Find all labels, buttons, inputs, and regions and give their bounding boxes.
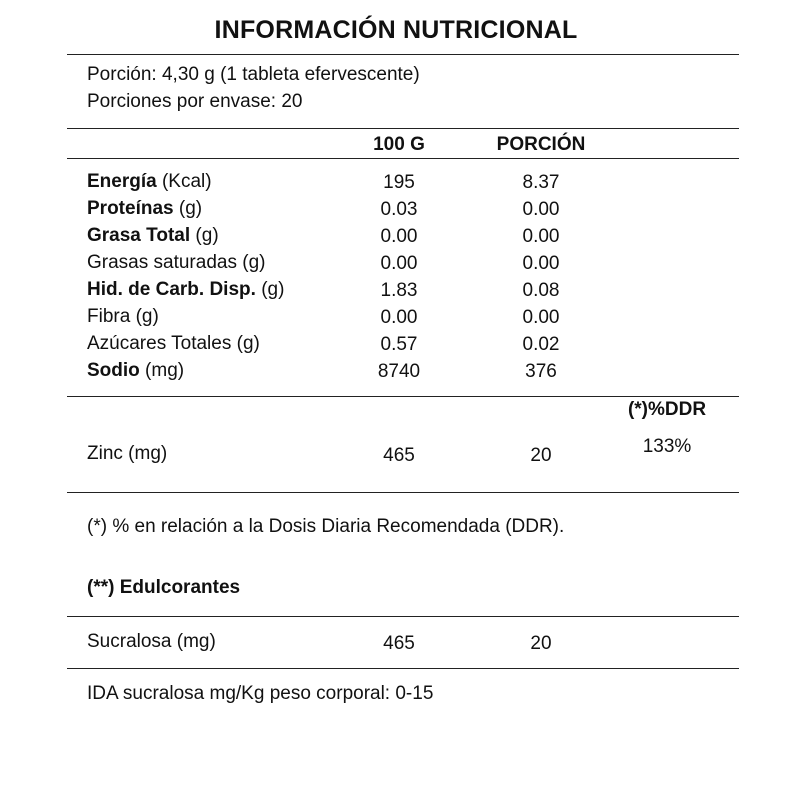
nutrient-per100: 1.83	[380, 280, 418, 301]
nutrient-unit: (g)	[255, 279, 285, 300]
nutrient-per100: 0.03	[380, 199, 418, 220]
nutrient-unit: (g)	[173, 198, 203, 219]
nutrient-per100: 0.00	[380, 307, 418, 328]
ida-note: IDA sucralosa mg/Kg peso corporal: 0-15	[87, 683, 434, 704]
table-row	[87, 333, 260, 355]
nutrient-portion: 0.00	[522, 307, 560, 328]
nutrient-name: Hid. de Carb. Disp.	[87, 279, 256, 300]
header-portion: PORCIÓN	[496, 134, 586, 155]
sucralose-per100: 465	[383, 633, 415, 654]
table-row	[87, 279, 284, 301]
ddr-footnote: (*) % en relación a la Dosis Diaria Recomendada (DDR).	[87, 516, 565, 537]
nutrient-portion: 0.08	[522, 280, 560, 301]
nutrient-unit: (g)	[130, 306, 159, 327]
nutrient-per100: 0.00	[380, 226, 418, 247]
nutrient-name: Proteínas	[87, 198, 174, 219]
nutrient-portion: 376	[525, 361, 557, 382]
nutrient-per100: 195	[383, 172, 415, 193]
nutrient-name: Azúcares Totales	[87, 333, 232, 354]
serving-size: Porción: 4,30 g (1 tableta efervescente)	[87, 64, 420, 85]
nutrient-portion: 0.00	[522, 199, 560, 220]
nutrient-portion: 0.02	[522, 334, 560, 355]
divider-minerals-top	[67, 396, 739, 397]
nutrient-per100: 8740	[377, 361, 421, 382]
sucralose-label: Sucralosa (mg)	[87, 631, 216, 652]
nutrient-portion: 8.37	[522, 172, 560, 193]
divider-sweeteners-top	[67, 616, 739, 617]
sucralose-portion: 20	[530, 633, 552, 654]
nutrient-name: Fibra	[87, 306, 131, 327]
zinc-portion: 20	[530, 445, 552, 466]
divider-header-bottom	[67, 158, 739, 159]
table-row	[87, 306, 159, 328]
table-row	[87, 360, 184, 382]
nutrient-per100: 0.57	[380, 334, 418, 355]
header-100g: 100 G	[373, 134, 425, 155]
zinc-label: Zinc (mg)	[87, 443, 168, 464]
divider-sweeteners-bottom	[67, 668, 739, 669]
nutrient-name: Grasas saturadas	[87, 252, 237, 273]
divider-minerals-bottom	[67, 492, 739, 493]
nutrient-portion: 0.00	[522, 253, 560, 274]
table-row	[87, 171, 212, 193]
nutrient-name: Sodio	[87, 360, 140, 381]
table-row	[87, 198, 202, 220]
divider-top	[67, 54, 739, 55]
zinc-ddr: 133%	[642, 436, 692, 457]
servings-per-container: Porciones por envase: 20	[87, 91, 303, 112]
sweeteners-heading: (**) Edulcorantes	[87, 577, 241, 598]
table-row	[87, 225, 219, 247]
nutrient-unit: (g)	[190, 225, 219, 246]
nutrient-name: Energía	[87, 171, 157, 192]
nutrient-per100: 0.00	[380, 253, 418, 274]
ddr-header: (*)%DDR	[627, 399, 707, 420]
zinc-per100: 465	[383, 445, 415, 466]
nutrient-unit: (Kcal)	[156, 171, 212, 192]
nutrient-portion: 0.00	[522, 226, 560, 247]
nutrient-unit: (g)	[231, 333, 260, 354]
table-row	[87, 252, 265, 274]
nutrient-unit: (mg)	[139, 360, 185, 381]
divider-header-top	[67, 128, 739, 129]
nutrient-name: Grasa Total	[87, 225, 191, 246]
nutrient-unit: (g)	[236, 252, 266, 273]
label-title: INFORMACIÓN NUTRICIONAL	[214, 16, 578, 44]
